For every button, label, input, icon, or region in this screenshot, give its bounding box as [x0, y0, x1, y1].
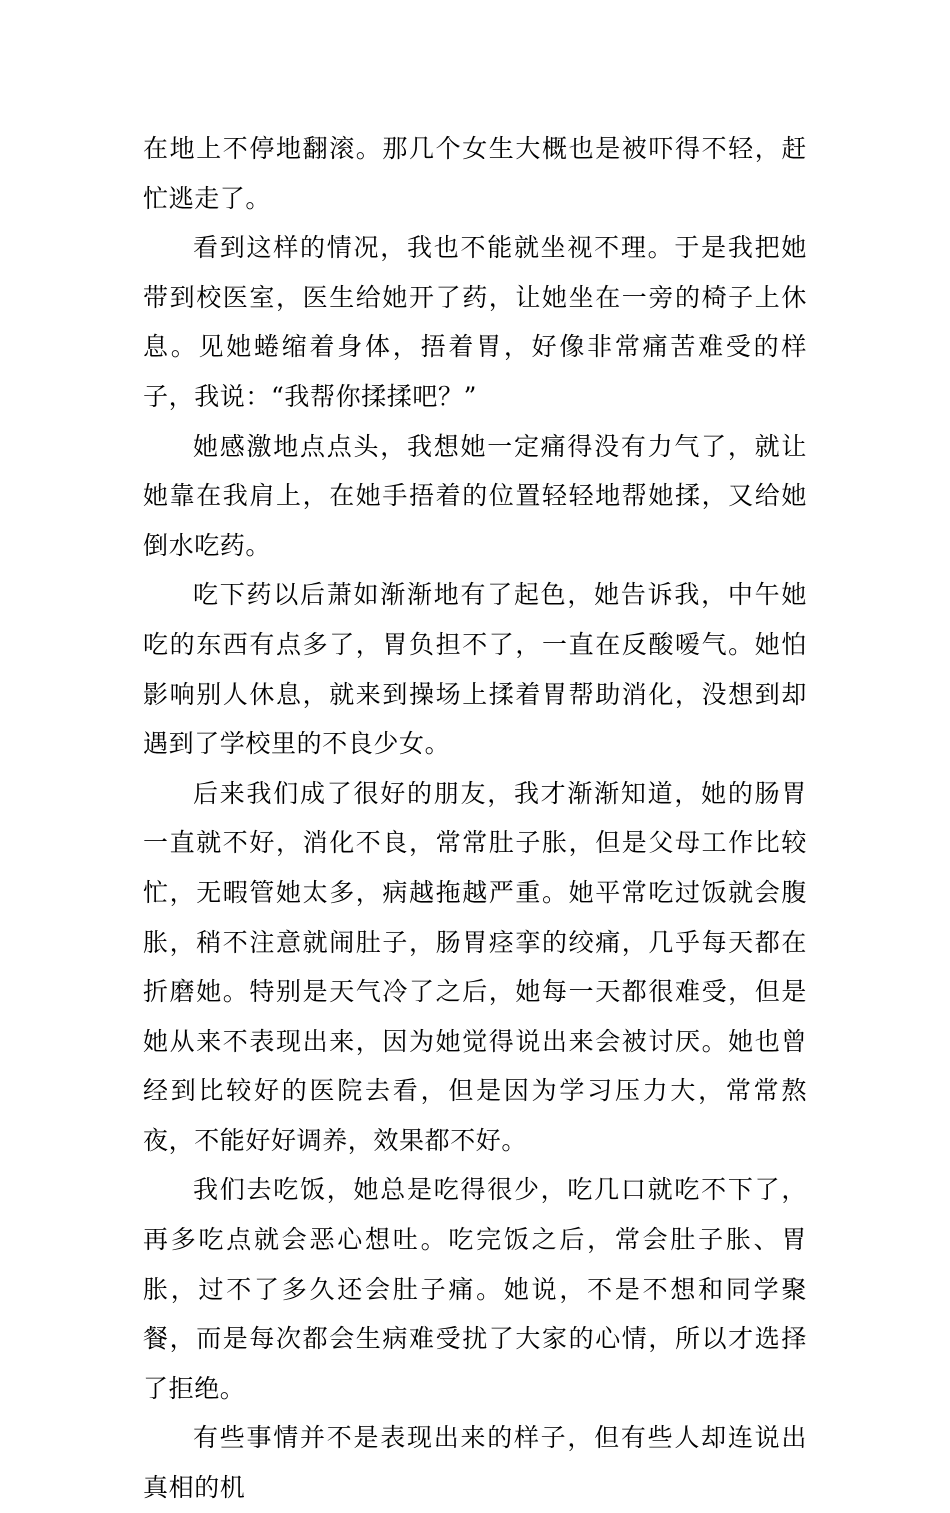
paragraph-4: 吃下药以后萧如渐渐地有了起色，她告诉我，中午她吃的东西有点多了，胃负担不了，一直在反酸嗳气。她怕影响别人休息，就来到操场上揉着胃帮助消化，没想到却遇到了学校里的不良少女。: [143, 580, 807, 759]
paragraph-3: 她感激地点点头，我想她一定痛得没有力气了，就让她靠在我肩上，在她手捂着的位置轻轻地帮她揉，又给她倒水吃药。: [143, 431, 807, 560]
paragraph-5: 后来我们成了很好的朋友，我才渐渐知道，她的肠胃一直就不好，消化不良，常常肚子胀，但是父母工作比较忙，无暇管她太多，病越拖越严重。她平常吃过饭就会腹胀，稍不注意就闹肚子，肠胃痉挛的绞痛，几乎每天都在折磨她。特别是天气冷了之后，她每一天都很难受，但是她从来不表现出来，因为她觉得说出来会被讨厌。她也曾经到比较好的医院去看，但是因为学习压力大，常常熬夜，不能好好调养，效果都不好。: [143, 778, 807, 1155]
document-page: [143, 124, 807, 1513]
paragraph-2: 看到这样的情况，我也不能就坐视不理。于是我把她带到校医室，医生给她开了药，让她坐在一旁的椅子上休息。见她蜷缩着身体，捂着胃，好像非常痛苦难受的样子，我说：“我帮你揉揉吧？”: [143, 233, 807, 411]
paragraph-6: 我们去吃饭，她总是吃得很少，吃几口就吃不下了，再多吃点就会恶心想吐。吃完饭之后，常会肚子胀、胃胀，过不了多久还会肚子痛。她说，不是不想和同学聚餐，而是每次都会生病难受扰了大家的心情，所以才选择了拒绝。: [143, 1175, 807, 1403]
paragraph-1: 在地上不停地翻滚。那几个女生大概也是被吓得不轻，赶忙逃走了。: [143, 134, 807, 213]
paragraph-7: 有些事情并不是表现出来的样子，但有些人却连说出真相的机: [143, 1423, 807, 1503]
